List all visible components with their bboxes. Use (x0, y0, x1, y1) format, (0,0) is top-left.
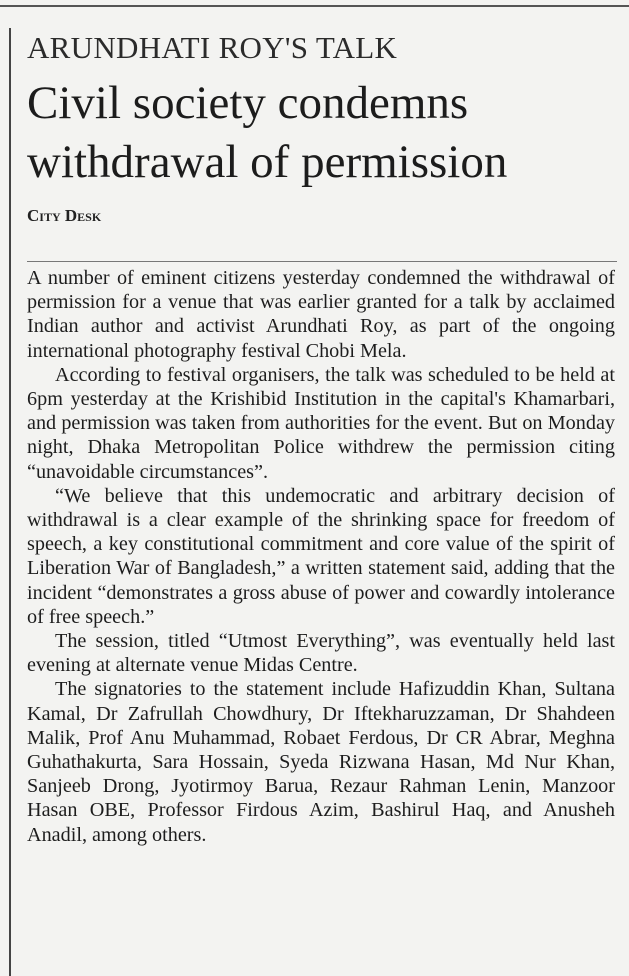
paragraph: The signatories to the statement include Hafizuddin Khan, Sultana Kamal, Dr Zafrullah Chowdhury, Dr Iftekharuzzaman, Dr Shahdeen Malik, Prof Anu Muhammad, Robaet Ferdous, Dr CR Abrar, Meghna Guhathakurta, Sara Hossain, Syeda Rizwana Hasan, Md Nur Khan, Sanjeeb Drong, Jyotirmoy Barua, Rezaur Rahman Lenin, Manzoor Hasan OBE, Professor Firdous Azim, Bashirul Haq, and Anusheh Anadil, among others. (27, 678, 615, 846)
headline (27, 74, 617, 192)
top-rule (0, 5, 629, 7)
article-body (27, 266, 615, 847)
body-rule (27, 261, 617, 262)
kicker: ARUNDHATI ROY'S TALK (27, 30, 398, 65)
paragraph: According to festival organisers, the talk was scheduled to be held at 6pm yesterday at the Krishibid Institution in the capital's Khamarbari, and permission was taken from authorities for the event. But on Monday night, Dhaka Metropolitan Police withdrew the permission citing “unavoidable circumstances”. (27, 363, 615, 483)
article-header (27, 30, 617, 228)
paragraph: The session, titled “Utmost Everything”, was eventually held last evening at alternate venue Midas Centre. (27, 630, 615, 677)
headline-line: withdrawal of permission (27, 136, 508, 188)
paragraph: A number of eminent citizens yesterday condemned the withdrawal of permission for a venue that was earlier granted for a talk by acclaimed Indian author and activist Arundhati Roy, as part of the ongoing international photography festival Chobi Mela. (27, 267, 615, 362)
headline-line: Civil society condemns (27, 77, 469, 129)
paragraph: “We believe that this undemocratic and arbitrary decision of withdrawal is a clear example of the shrinking space for freedom of speech, a key constitutional commitment and core value of the spirit of Liberation War of Bangladesh,” a written statement said, adding that the incident “demonstrates a gross abuse of power and cowardly intolerance of free speech.” (27, 484, 615, 628)
byline: City Desk (27, 206, 102, 225)
column-rule (9, 28, 11, 976)
